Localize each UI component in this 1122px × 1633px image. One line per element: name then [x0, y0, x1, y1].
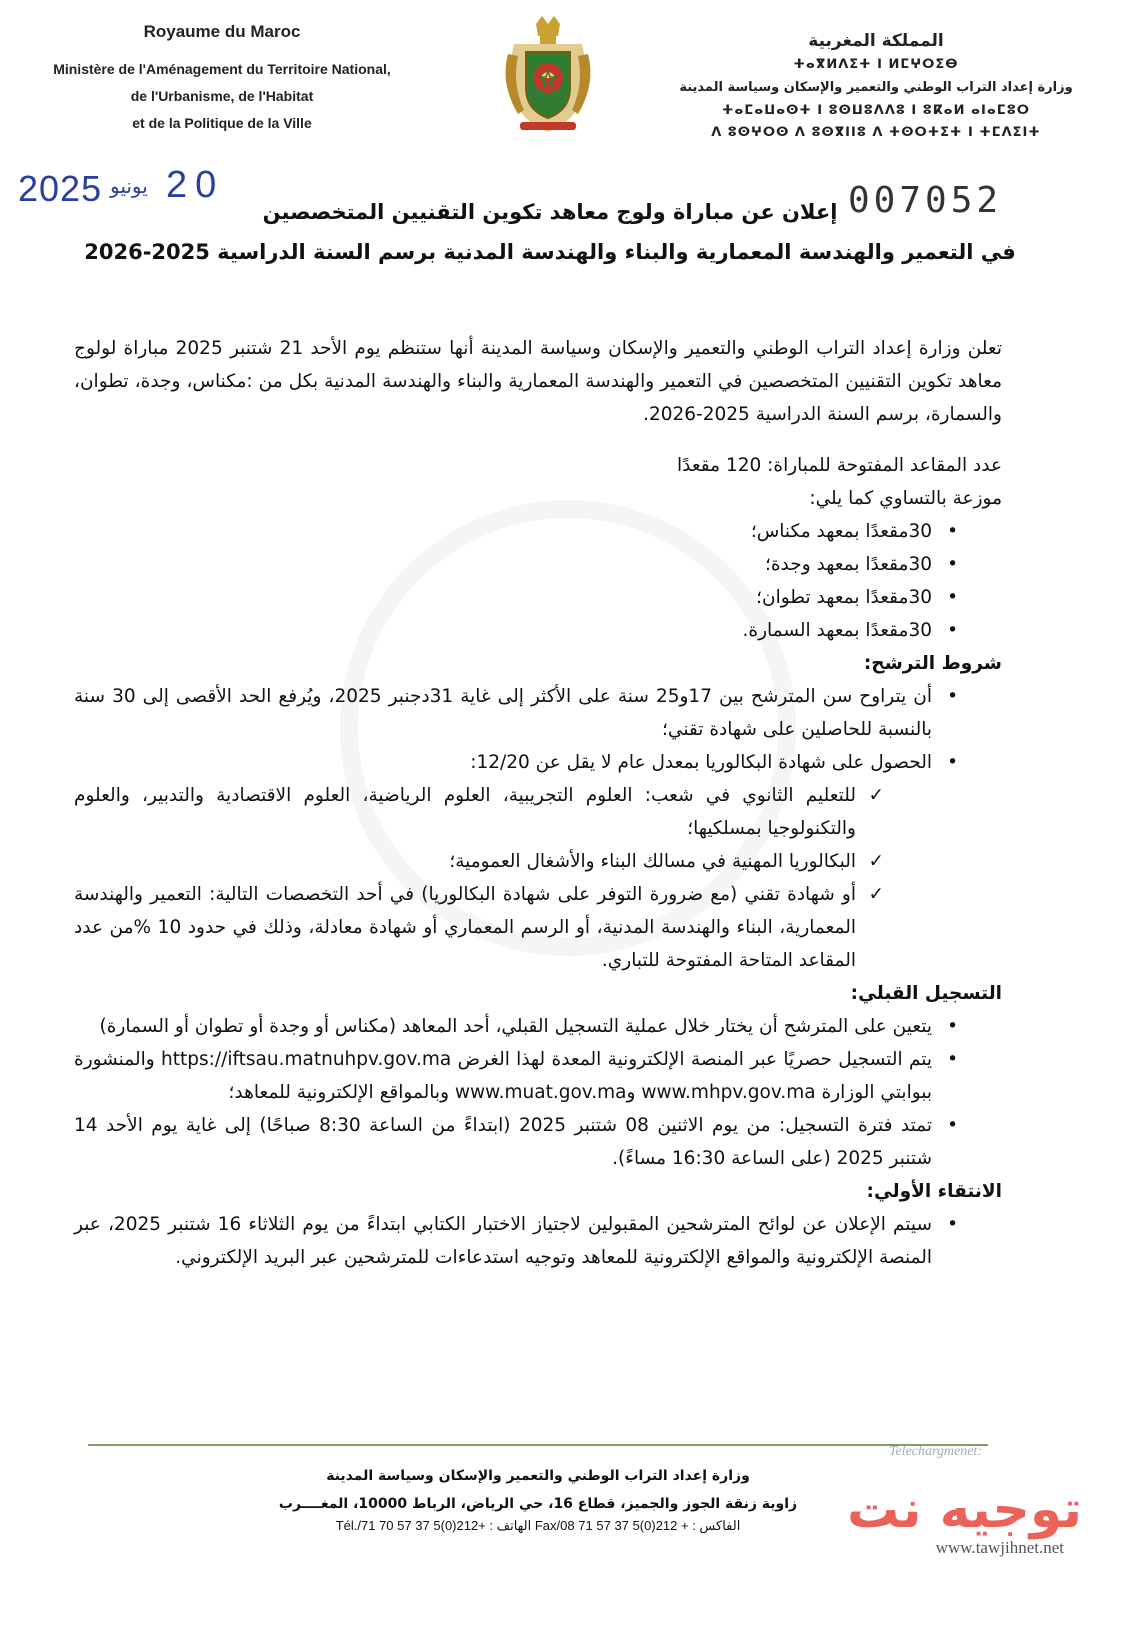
- stamp-day: 20: [166, 164, 225, 206]
- check-item: ✓ أو شهادة تقني (مع ضرورة التوفر على شهادة البكالوريا) في أحد التخصصات التالية: التعمير والهندسة المعمارية، البناء والهندسة المدنية، أو الرسم المعماري أو شهادة معادلة، وذلك في حدود 10 %من عدد المقاعد المتاحة المفتوحة للتباري.: [74, 878, 1002, 977]
- kingdom-tifinagh: ⵜⴰⴳⵍⴷⵉⵜ ⵏ ⵍⵎⵖⵔⵉⴱ: [793, 57, 959, 72]
- check-item: ✓ البكالوريا المهنية في مسالك البناء والأشغال العمومية؛: [74, 845, 1002, 878]
- footer-ministry: وزارة إعداد التراب الوطني والتعمير والإسكان وسياسة المدينة: [326, 1468, 750, 1484]
- list-item: • 30مقعدًا بمعهد مكناس؛: [74, 515, 1002, 548]
- footer-phone: Tél./الهاتف : +212(0)5 37 57 70 71 Fax/الفاكس : + 212(0)5 37 57 71 08: [335, 1518, 741, 1533]
- seats-distribution: موزعة بالتساوي كما يلي:: [809, 488, 1002, 509]
- registration-list: [74, 1010, 1002, 1175]
- ministry-tifinagh-2: ⴷ ⵓⵙⵖⵔⵙ ⴷ ⵓⵙⴳⵏⵏⵓ ⴷ ⵜⵙⵔⵜⵉⵜ ⵏ ⵜⵎⴷⵉⵏⵜ: [711, 125, 1041, 140]
- royal-crest-icon: [496, 14, 600, 144]
- selection-heading: الانتقاء الأولي:: [866, 1181, 1002, 1202]
- header-arabic: [666, 28, 1086, 144]
- ministry-tifinagh-1: ⵜⴰⵎⴰⵡⴰⵙⵜ ⵏ ⵓⵙⵡⵓⴷⴷⵓ ⵏ ⵓⴽⴰⵍ ⴰⵏⴰⵎⵓⵔ: [722, 103, 1030, 118]
- list-item: • 30مقعدًا بمعهد تطوان؛: [74, 581, 1002, 614]
- list-item: • يتعين على المترشح أن يختار خلال عملية التسجيل القبلي، أحد المعاهد (مكناس أو وجدة أو تطوان أو السمارة): [74, 1010, 1002, 1043]
- announcement-body: [74, 332, 1002, 1274]
- list-item: • سيتم الإعلان عن لوائح المترشحين المقبولين لاجتياز الاختبار الكتابي ابتداءً من يوم الثلاثاء 16 شتنبر 2025، عبر المنصة الإلكترونية والمواقع الإلكترونية للمعاهد وتوجيه استدعاءات للمترشحين عبر البريد الإلكتروني.: [74, 1208, 1002, 1274]
- page-title-line1: إعلان عن مباراة ولوج معاهد تكوين التقنيين المتخصصين: [262, 200, 838, 224]
- page-title-line2: في التعمير والهندسة المعمارية والبناء والهندسة المدنية برسم السنة الدراسية 2025-2026: [84, 240, 1016, 264]
- conditions-list: [74, 680, 1002, 779]
- list-item: • الحصول على شهادة البكالوريا بمعدل عام لا يقل عن 12/20:: [74, 746, 1002, 779]
- seats-total: عدد المقاعد المفتوحة للمباراة: 120 مقعدًا: [677, 455, 1002, 476]
- header-french: [36, 22, 408, 137]
- list-item: • يتم التسجيل حصريًا عبر المنصة الإلكترونية المعدة لهذا الغرض https://iftsau.matnuhpv.gov.ma والمنشورة ببوابتي الوزارة www.mhpv.gov.ma وwww.muat.gov.ma وبالمواقع الإلكترونية للمعاهد؛: [74, 1043, 1002, 1109]
- kingdom-ar: المملكة المغربية: [808, 31, 944, 51]
- stamp-year: 2025: [18, 168, 103, 209]
- kingdom-fr: Royaume du Maroc: [143, 22, 301, 41]
- watermark-tag: Telechargmenet:: [888, 1444, 982, 1459]
- footer-address: زاوية زنقة الجوز والجميز، قطاع 16، حي الرياض، الرباط 10000، المغــــرب: [278, 1496, 798, 1512]
- registration-heading: التسجيل القبلي:: [850, 983, 1002, 1004]
- footer-divider: [88, 1444, 988, 1446]
- stamp-month: يونيو: [110, 176, 148, 198]
- ministry-fr-1: Ministère de l'Aménagement du Territoire National,: [53, 61, 391, 77]
- watermark-brand-logo: توجيه نت: [846, 1480, 1082, 1540]
- list-item: • تمتد فترة التسجيل: من يوم الاثنين 08 شتنبر 2025 (ابتداءً من الساعة 8:30 صباحًا) إلى غاية يوم الأحد 14 شتنبر 2025 (على الساعة 16:30 مساءً).: [74, 1109, 1002, 1175]
- ministry-fr-2: de l'Urbanisme, de l'Habitat: [130, 88, 314, 104]
- intro-paragraph: تعلن وزارة إعداد التراب الوطني والتعمير والإسكان وسياسة المدينة أنها ستنظم يوم الأحد 21 شتنبر 2025 مباراة لولوج معاهد تكوين التقنيين المتخصصين في التعمير والهندسة المعمارية والبناء والهندسة المدنية بكل من :مكناس، وجدة، تطوان، والسمارة، برسم السنة الدراسية 2025-2026.: [74, 338, 1002, 425]
- reference-number: 007052: [848, 180, 1003, 221]
- ministry-fr-3: et de la Politique de la Ville: [132, 115, 312, 131]
- watermark-site: www.tawjihnet.net: [935, 1538, 1064, 1557]
- seats-list: [74, 515, 1002, 647]
- check-item: ✓ للتعليم الثانوي في شعب: العلوم التجريبية، العلوم الرياضية، العلوم الاقتصادية والتدبير، والعلوم والتكنولوجيا بمسلكيها؛: [74, 779, 1002, 845]
- ministry-ar: وزارة إعداد التراب الوطني والتعمير والإسكان وسياسة المدينة: [679, 80, 1073, 95]
- conditions-heading: شروط الترشح:: [863, 653, 1002, 674]
- list-item: • أن يتراوح سن المترشح بين 17و25 سنة على الأكثر إلى غاية 31دجنبر 2025، ويُرفع الحد الأقصى إلى 30 سنة بالنسبة للحاصلين على شهادة تقني؛: [74, 680, 1002, 746]
- list-item: • 30مقعدًا بمعهد السمارة.: [74, 614, 1002, 647]
- bac-options-list: [74, 779, 1002, 977]
- selection-list: [74, 1208, 1002, 1274]
- list-item: • 30مقعدًا بمعهد وجدة؛: [74, 548, 1002, 581]
